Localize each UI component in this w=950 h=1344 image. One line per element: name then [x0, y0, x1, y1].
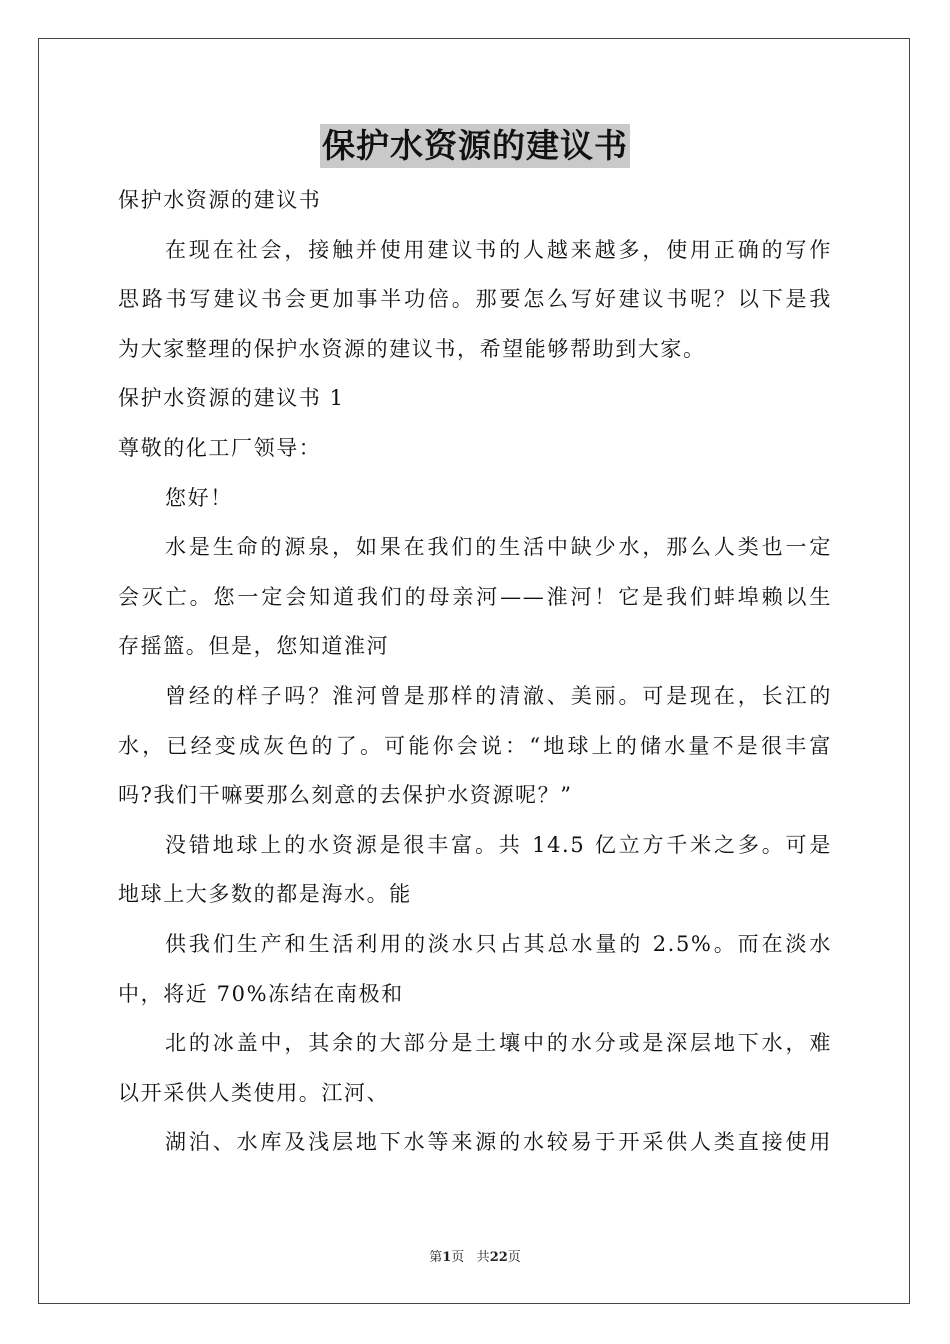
title-container: [0, 124, 950, 168]
footer-page-suffix: 页: [451, 1250, 465, 1265]
body-line: 地球上大多数的都是海水。能: [118, 882, 412, 907]
footer-page-number: 1: [442, 1250, 452, 1265]
body-line: 保护水资源的建议书: [118, 188, 322, 212]
body-line: 供我们生产和生活利用的淡水只占其总水量的 2.5%。而在淡水: [165, 931, 832, 956]
document-title: 保护水资源的建议书: [320, 124, 630, 168]
footer-page-prefix: 第: [429, 1250, 443, 1265]
body-line: 中，将近 70%冻结在南极和: [118, 981, 404, 1006]
body-line: 为大家整理的保护水资源的建议书，希望能够帮助到大家。: [118, 336, 706, 361]
document-body: [118, 176, 832, 1168]
footer-total-prefix: 共: [476, 1250, 490, 1265]
body-line: 您好！: [165, 485, 233, 510]
body-line: 没错地球上的水资源是很丰富。共 14.5 亿立方千米之多。可是: [165, 832, 832, 857]
body-line: 水是生命的源泉，如果在我们的生活中缺少水，那么人类也一定: [165, 535, 832, 560]
body-line: 存摇篮。但是，您知道淮河: [118, 634, 390, 659]
body-line: 以开采供人类使用。江河、: [118, 1080, 390, 1105]
body-line: 曾经的样子吗？淮河曾是那样的清澈、美丽。可是现在，长江的: [165, 683, 832, 708]
body-line: 尊敬的化工厂领导：: [118, 435, 322, 460]
body-line: 水，已经变成灰色的了。可能你会说：“地球上的储水量不是很丰富: [118, 733, 832, 758]
body-line: 保护水资源的建议书 1: [118, 386, 345, 411]
body-line: 北的冰盖中，其余的大部分是土壤中的水分或是深层地下水，难: [165, 1031, 832, 1056]
body-line: 会灭亡。您一定会知道我们的母亲河——淮河！它是我们蚌埠赖以生: [118, 584, 832, 609]
footer-total-pages: 22: [489, 1250, 508, 1265]
body-line: 在现在社会，接触并使用建议书的人越来越多，使用正确的写作: [165, 237, 832, 262]
page-footer: [0, 1246, 950, 1265]
body-line: 吗?我们干嘛要那么刻意的去保护水资源呢？”: [118, 783, 573, 808]
footer-total-suffix: 页: [507, 1250, 521, 1265]
body-line: 思路书写建议书会更加事半功倍。那要怎么写好建议书呢？以下是我: [118, 287, 832, 312]
body-line: 湖泊、水库及浅层地下水等来源的水较易于开采供人类直接使用: [165, 1130, 832, 1155]
